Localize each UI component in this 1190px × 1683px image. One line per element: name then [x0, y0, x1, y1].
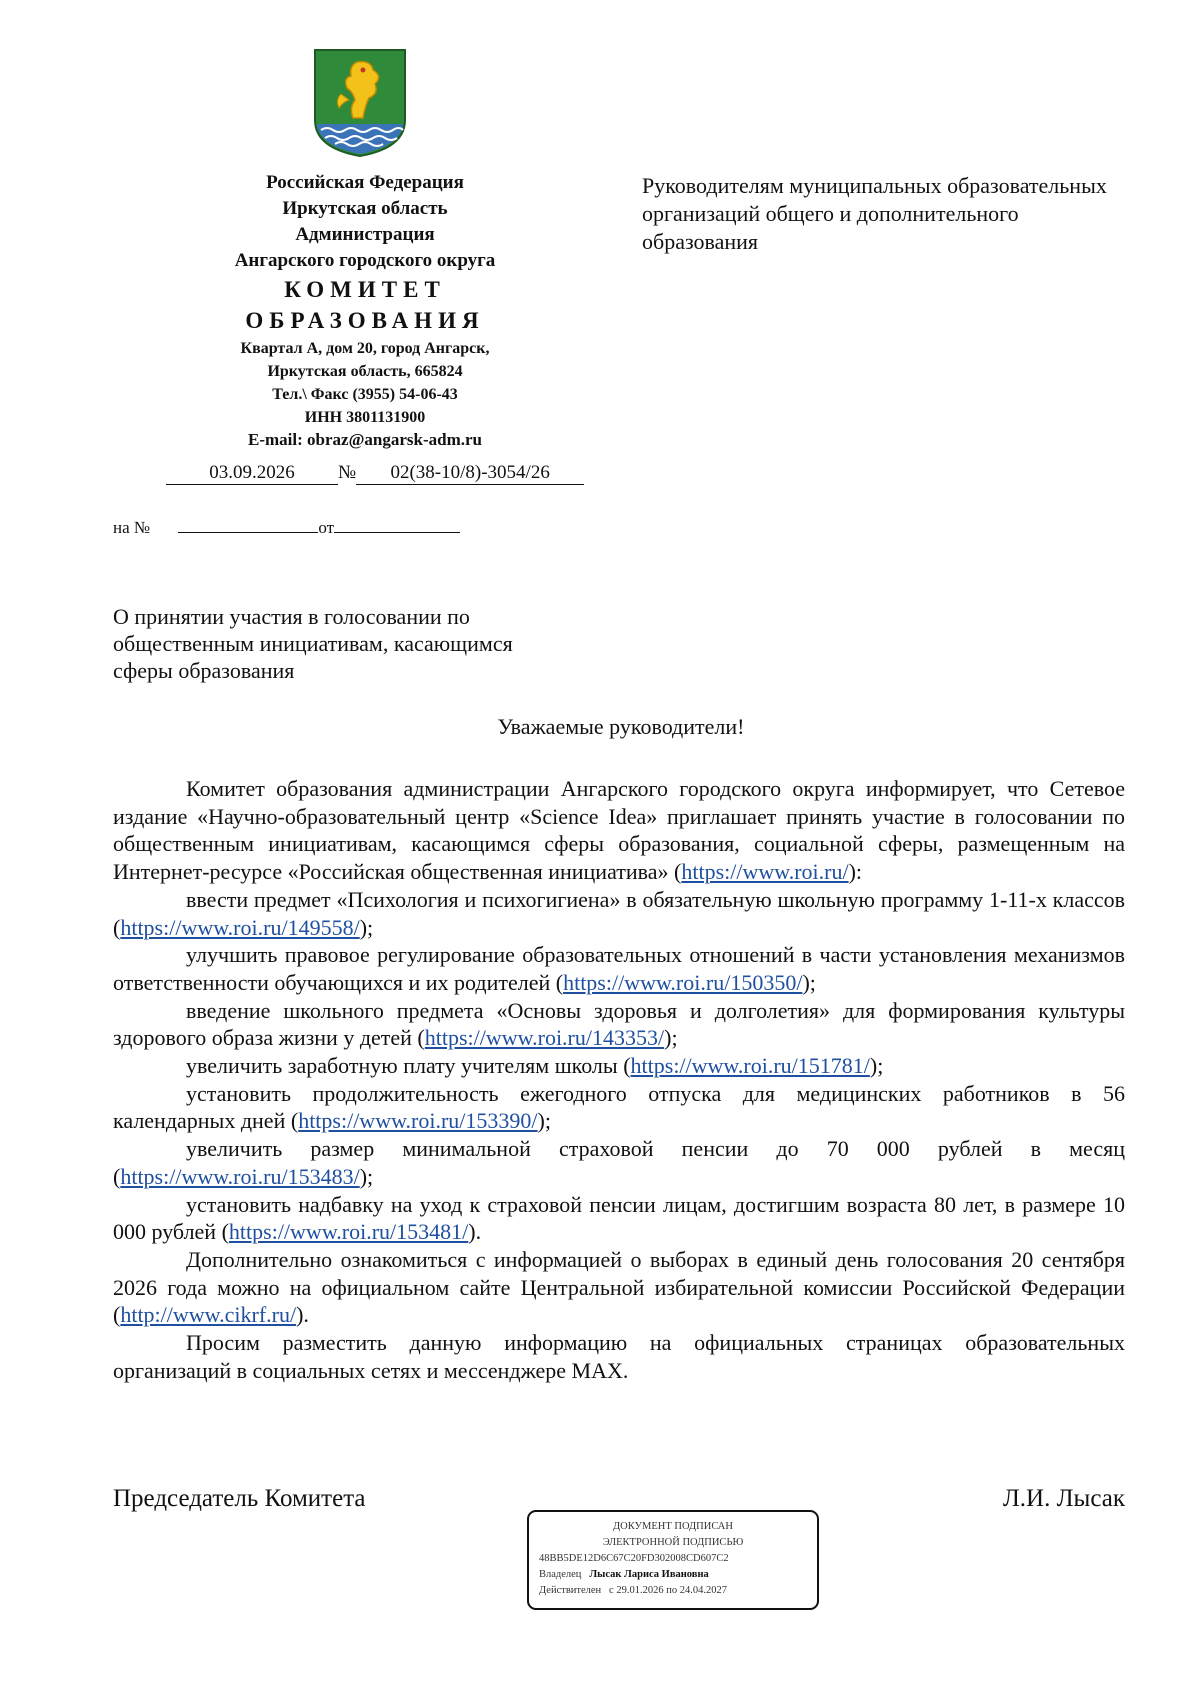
link-roi-143353[interactable]: https://www.roi.ru/143353/: [424, 1025, 665, 1051]
stamp-valid: с 29.01.2026 по 24.04.2027: [609, 1585, 727, 1596]
reference-date-blank: [334, 510, 460, 533]
stamp-owner-row: [529, 1567, 817, 1583]
letterhead-address-line1: Квартал А, дом 20, город Ангарск,: [240, 340, 490, 357]
initiative-text: введение школьного предмета «Основы здоровья и долголетия» для формирования культуры здорового образа жизни у детей (: [113, 997, 1125, 1051]
letterhead-phone: Тел.\ Факс (3955) 54-06-43: [272, 386, 458, 403]
reference-line: [113, 510, 460, 538]
letter-body: [113, 775, 1125, 1384]
letterhead-address-line2: Иркутская область, 665824: [267, 363, 463, 380]
letterhead-district: Ангарского городского округа: [234, 250, 496, 271]
link-roi-main[interactable]: https://www.roi.ru/: [681, 859, 849, 885]
initiative-text: установить продолжительность ежегодного отпуска для медицинских работников в 56 календарных дней (: [113, 1080, 1125, 1134]
initiative-item: [113, 1080, 1125, 1135]
electronic-signature-stamp: [527, 1510, 819, 1610]
initiative-end: );: [359, 914, 374, 940]
registration-number-label: №: [338, 462, 357, 483]
initiative-item: [113, 1052, 1125, 1080]
stamp-owner: Лысак Лариса Ивановна: [589, 1569, 709, 1580]
salutation: Уважаемые руководители!: [497, 714, 745, 739]
link-roi-153483[interactable]: https://www.roi.ru/153483/: [120, 1163, 360, 1189]
link-roi-151781[interactable]: https://www.roi.ru/151781/: [630, 1053, 870, 1079]
stamp-title-line2: ЭЛЕКТРОННОЙ ПОДПИСЬЮ: [602, 1537, 744, 1548]
stamp-valid-row: [529, 1583, 817, 1599]
initiative-end: );: [869, 1053, 884, 1079]
initiative-text: установить надбавку на уход к страховой пенсии лицам, достигшим возраста 80 лет, в размере 10 000 рублей (: [113, 1191, 1125, 1245]
link-roi-149558[interactable]: https://www.roi.ru/149558/: [120, 914, 360, 940]
initiative-item: [113, 886, 1125, 941]
coat-of-arms-emblem: [313, 48, 407, 158]
initiative-text: увеличить размер минимальной страховой пенсии до 70 000 рублей в месяц (: [113, 1136, 1125, 1189]
initiative-end: );: [664, 1025, 678, 1051]
letterhead-email: E-mail: obraz@angarsk-adm.ru: [248, 430, 482, 449]
body-paragraph-intro-end: ):: [848, 859, 863, 885]
initiative-item: [113, 1191, 1125, 1246]
initiative-text: увеличить заработную плату учителям школы (: [186, 1053, 631, 1079]
initiative-end: );: [802, 969, 816, 995]
body-paragraph-elections-end: ).: [296, 1302, 309, 1328]
link-roi-150350[interactable]: https://www.roi.ru/150350/: [563, 969, 803, 995]
letterhead-committee-line2: ОБРАЗОВАНИЯ: [245, 308, 485, 333]
stamp-valid-label: Действителен: [539, 1585, 602, 1596]
link-roi-153481[interactable]: https://www.roi.ru/153481/: [228, 1219, 469, 1245]
initiative-item: [113, 941, 1125, 996]
signer-name: Л.И. Лысак: [1002, 1485, 1125, 1512]
letterhead-administration: Администрация: [295, 224, 435, 245]
initiative-item: [113, 1135, 1125, 1190]
reference-from-label: от: [318, 518, 335, 537]
initiative-text: ввести предмет «Психология и психогигиена» в обязательную школьную программу 1-11-х классов (: [113, 886, 1125, 940]
registration-date: 03.09.2026: [166, 462, 338, 485]
letterhead: [180, 170, 550, 452]
letterhead-inn: ИНН 3801131900: [304, 409, 426, 426]
letterhead-country: Российская Федерация: [266, 172, 464, 193]
body-paragraph-request: Просим разместить данную информацию на официальных страницах образовательных организаций в социальных сетях и мессенджере MAX.: [113, 1330, 1125, 1383]
stamp-title: [529, 1512, 817, 1551]
body-paragraph-intro: [113, 775, 1125, 886]
reference-number-blank: [178, 510, 318, 533]
stamp-certificate: 48BB5DE12D6C67C20FD302008CD607C2: [539, 1553, 729, 1564]
registration-number: 02(38-10/8)-3054/26: [356, 462, 584, 485]
reference-number-label: на №: [113, 518, 151, 537]
link-roi-153390[interactable]: https://www.roi.ru/153390/: [298, 1108, 538, 1134]
letterhead-committee-line1: КОМИТЕТ: [284, 277, 446, 302]
letterhead-region: Иркутская область: [282, 198, 448, 219]
body-paragraph-elections-text: Дополнительно ознакомиться с информацией о выборах в единый день голосования 20 сентября 2026 года можно на официальном сайте Центральной избирательной комиссии Российской Федерации (: [113, 1246, 1125, 1328]
stamp-owner-label: Владелец: [539, 1569, 582, 1580]
body-paragraph-intro-text: Комитет образования администрации Ангарского городского округа информирует, что Сетевое издание «Научно-образовательный центр «Science Idea» приглашает принять участие в голосовании по общественным инициативам, касающимся сферы образования, социальной сферы, размещенным на Интернет-ресурсе «Российская общественная инициатива» (: [113, 776, 1125, 885]
initiative-item: [113, 997, 1125, 1052]
stamp-title-line1: ДОКУМЕНТ ПОДПИСАН: [613, 1521, 733, 1532]
initiative-end: ).: [468, 1219, 482, 1245]
recipient-block: Руководителям муниципальных образовательных организаций общего и дополнительного образования: [642, 173, 1107, 254]
initiative-end: );: [359, 1163, 374, 1189]
body-paragraph-elections: [113, 1246, 1125, 1329]
registration-line: [166, 462, 584, 485]
initiative-text: улучшить правовое регулирование образовательных отношений в части установления механизмов ответственности обучающихся и их родителей (: [113, 942, 1125, 995]
link-cikrf[interactable]: http://www.cikrf.ru/: [120, 1302, 297, 1328]
letter-subject: О принятии участия в голосовании по общественным инициативам, касающимся сферы образования: [113, 604, 513, 683]
initiative-end: );: [537, 1108, 551, 1134]
signer-position: Председатель Комитета: [113, 1485, 366, 1512]
